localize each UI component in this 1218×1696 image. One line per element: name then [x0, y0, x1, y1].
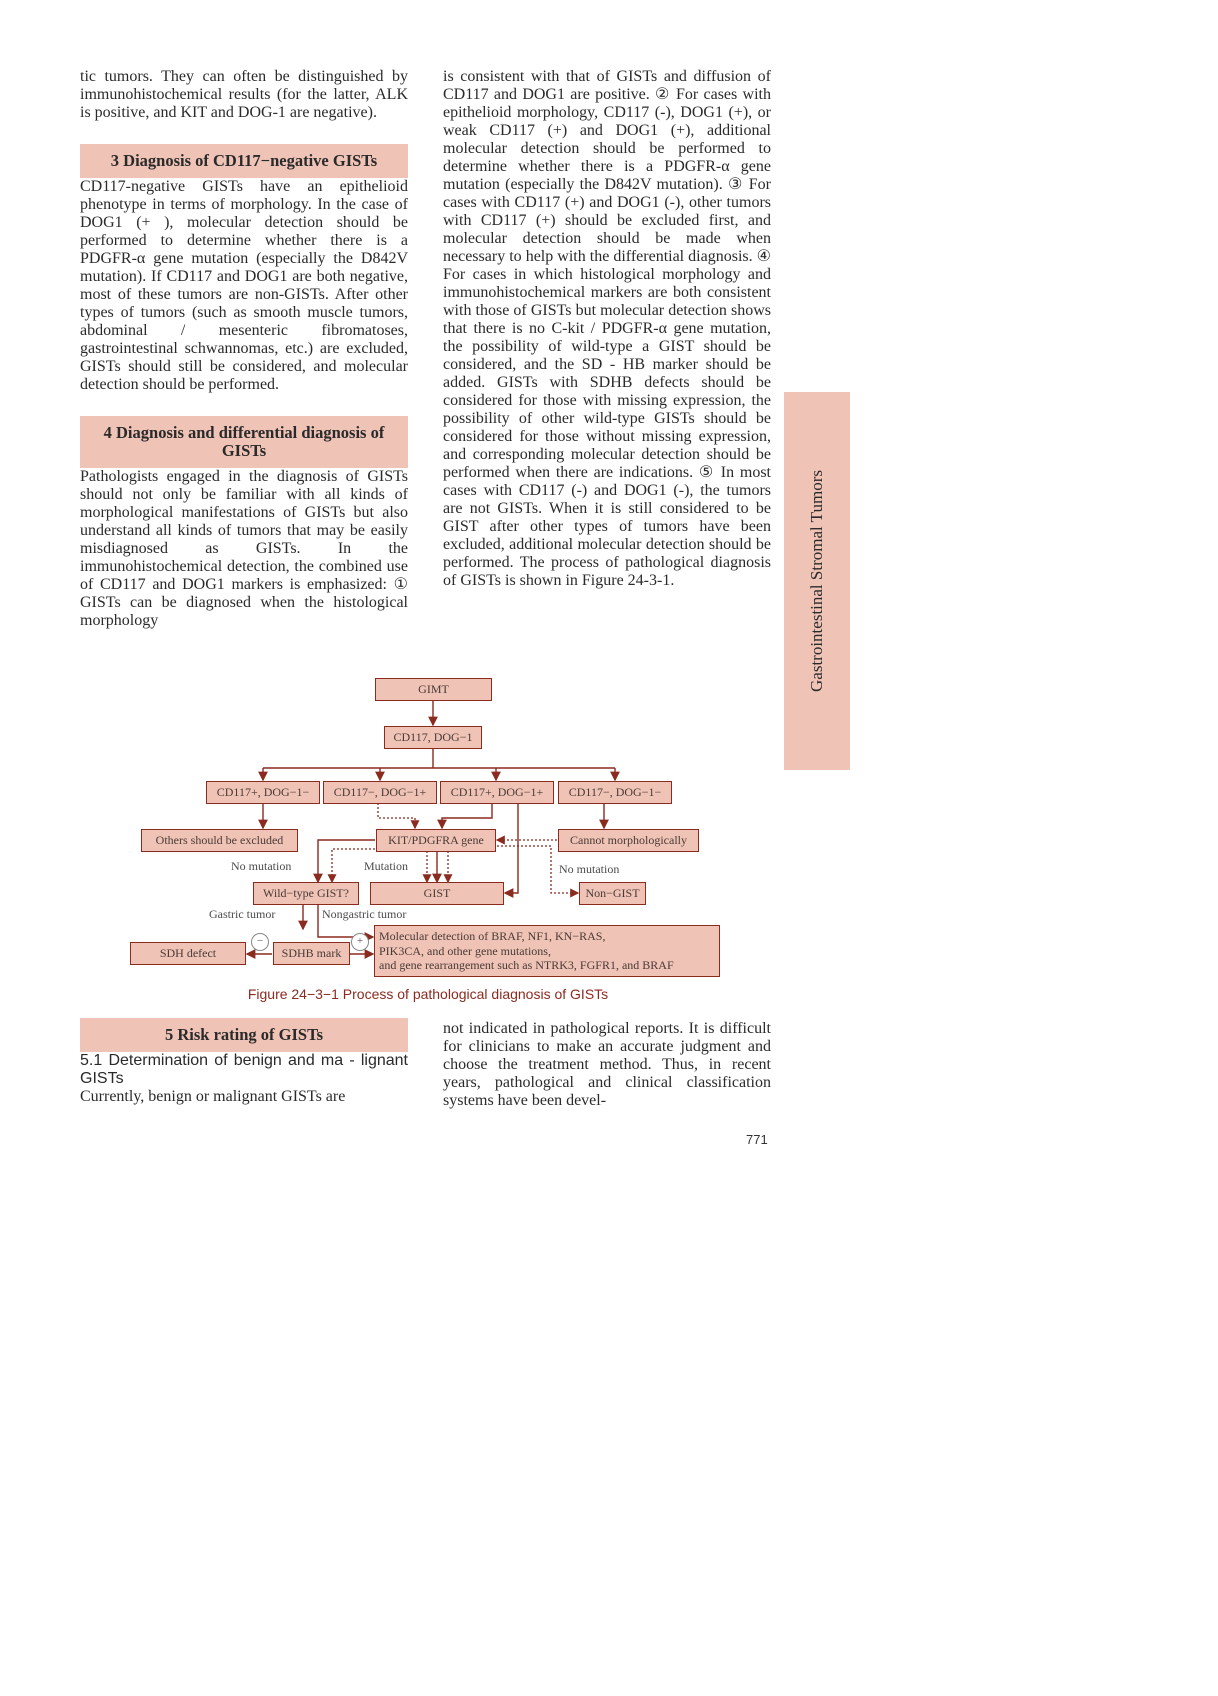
node-non-gist: Non−GIST [579, 882, 646, 905]
label-no-mutation-right: No mutation [559, 862, 620, 876]
left-column [80, 68, 408, 630]
heading-section-3: 3 Diagnosis of CD117−negative GISTs [80, 144, 408, 178]
edge-pos-pos-kit [442, 803, 492, 828]
edge-kit-wild-dashed [332, 849, 375, 882]
node-sdhb-mark: SDHB mark [273, 942, 350, 965]
node-cd117neg-dog1pos: CD117−, DOG−1+ [323, 781, 437, 804]
node-kit-pdgfra-gene: KIT/PDGFRA gene [376, 829, 496, 852]
node-others-excluded: Others should be excluded [141, 829, 298, 852]
node-cd117-dog1: CD117, DOG−1 [384, 726, 482, 749]
edge-pos-pos-gist [505, 803, 518, 893]
subheading-5-1: 5.1 Determination of benign and ma - lignant GISTs [80, 1052, 408, 1087]
chapter-title: Gastrointestinal Stromal Tumors [807, 470, 826, 692]
node-molecular-detection [374, 925, 720, 977]
node-cd117pos-dog1neg: CD117+, DOG−1− [206, 781, 320, 804]
paragraph-continued: is consistent with that of GISTs and diffusion of CD117 and DOG1 are positive. ② For cases with epithelioid morphology, CD117 (-), DOG1 (+), or weak CD117 (+) and DOG1 (+), additional molecular detection should be performed to determine whether there is a PDGFR-α gene mutation (especially the D842V mutation). ③ For cases with CD117 (+) and DOG1 (-), other tumors with CD117 (+) should be excluded first, and molecular detection should be made when necessary to help with the differential diagnosis. ④ For cases in which histological morphology and immunohistochemical markers are both consistent with those of GISTs but molecular detection shows that there is no C-kit / PDGFR-α gene mutation, the possibility of wild-type a GIST should be considered, and the SD - HB marker should be added. GISTs with SDHB defects should be considered for those with missing expression, the possibility of other wild-type GISTs should be considered for those without missing expression, and corresponding molecular detection should be performed when there are indications. ⑤ In most cases with CD117 (-) and DOG1 (-), the tumors are not GISTs. When it is still considered to be GIST after other types of tumors have been excluded, additional molecular detection should be performed. The process of pathological diagnosis of GISTs is shown in Figure 24-3-1. [443, 68, 771, 589]
label-no-mutation-left: No mutation [231, 859, 292, 873]
node-gist: GIST [370, 882, 504, 905]
molecular-line-2: PIK3CA, and other gene mutations, [379, 943, 551, 958]
edge-kit-nongist-dashed [497, 846, 578, 893]
molecular-line-3: and gene rearrangement such as NTRK3, FGFR1, and BRAF [379, 958, 674, 972]
paragraph-section-4: Pathologists engaged in the diagnosis of GISTs should not only be familiar with all kinds of morphological manifestations of GISTs but also understand all kinds of tumors that may be easily misdiagnosed as GISTs. In the immunohistochemical detection, the combined use of CD117 and DOG1 markers is emphasized: ① GISTs can be diagnosed when the histological morphology [80, 468, 408, 629]
node-sdh-defect: SDH defect [130, 942, 246, 965]
label-mutation: Mutation [364, 859, 408, 873]
label-gastric-tumor: Gastric tumor [209, 907, 276, 921]
label-nongastric-tumor: Nongastric tumor [322, 907, 407, 921]
paragraph-intro: tic tumors. They can often be distinguished by immunohistochemical results (for the latter, ALK is positive, and KIT and DOG-1 are negative). [80, 68, 408, 121]
right-column [443, 68, 771, 590]
node-cd117neg-dog1neg: CD117−, DOG−1− [558, 781, 672, 804]
molecular-line-1: Molecular detection of BRAF, NF1, KN−RAS, [379, 929, 606, 943]
right-column-bottom [443, 1020, 771, 1110]
paragraph-section-3: CD117-negative GISTs have an epithelioid phenotype in terms of morphology. In the case of DOG1 (+ ), molecular detection should be performed to determine whether there is a PDGFR-α gene mutation (especially the D842V mutation). If CD117 and DOG1 are both negative, most of these tumors are non-GISTs. After other types of tumors (such as smooth muscle tumors, abdominal / mesenteric fibromatoses, gastrointestinal schwannomas, etc.) are excluded, GISTs should still be considered, and molecular detection should be performed. [80, 178, 408, 393]
node-cannot-morphologically: Cannot morphologically [558, 829, 699, 852]
paragraph-section-5-right: not indicated in pathological reports. It is difficult for clinicians to make an accurate judgment and choose the treatment method. Thus, in recent years, pathological and clinical classification systems have been devel- [443, 1020, 771, 1109]
edge-kit-wild [318, 840, 375, 882]
chapter-sidebar-tab [784, 392, 850, 770]
positive-sign: + [351, 933, 369, 951]
left-column-bottom [80, 1018, 408, 1106]
heading-section-4: 4 Diagnosis and differential diagnosis of GISTs [80, 416, 408, 468]
heading-section-5: 5 Risk rating of GISTs [80, 1018, 408, 1052]
node-gimt: GIMT [375, 678, 492, 701]
edge-wild-nongastric [318, 905, 373, 937]
node-cd117pos-dog1pos: CD117+, DOG−1+ [440, 781, 554, 804]
edge-neg-pos-kit-dashed [378, 803, 415, 828]
negative-sign: − [251, 933, 269, 951]
page-number: 771 [746, 1132, 768, 1147]
node-wild-type-gist: Wild−type GIST? [253, 882, 359, 905]
figure-caption: Figure 24−3−1 Process of pathological diagnosis of GISTs [247, 986, 609, 1002]
paragraph-section-5-left: Currently, benign or malignant GISTs are [80, 1088, 346, 1105]
